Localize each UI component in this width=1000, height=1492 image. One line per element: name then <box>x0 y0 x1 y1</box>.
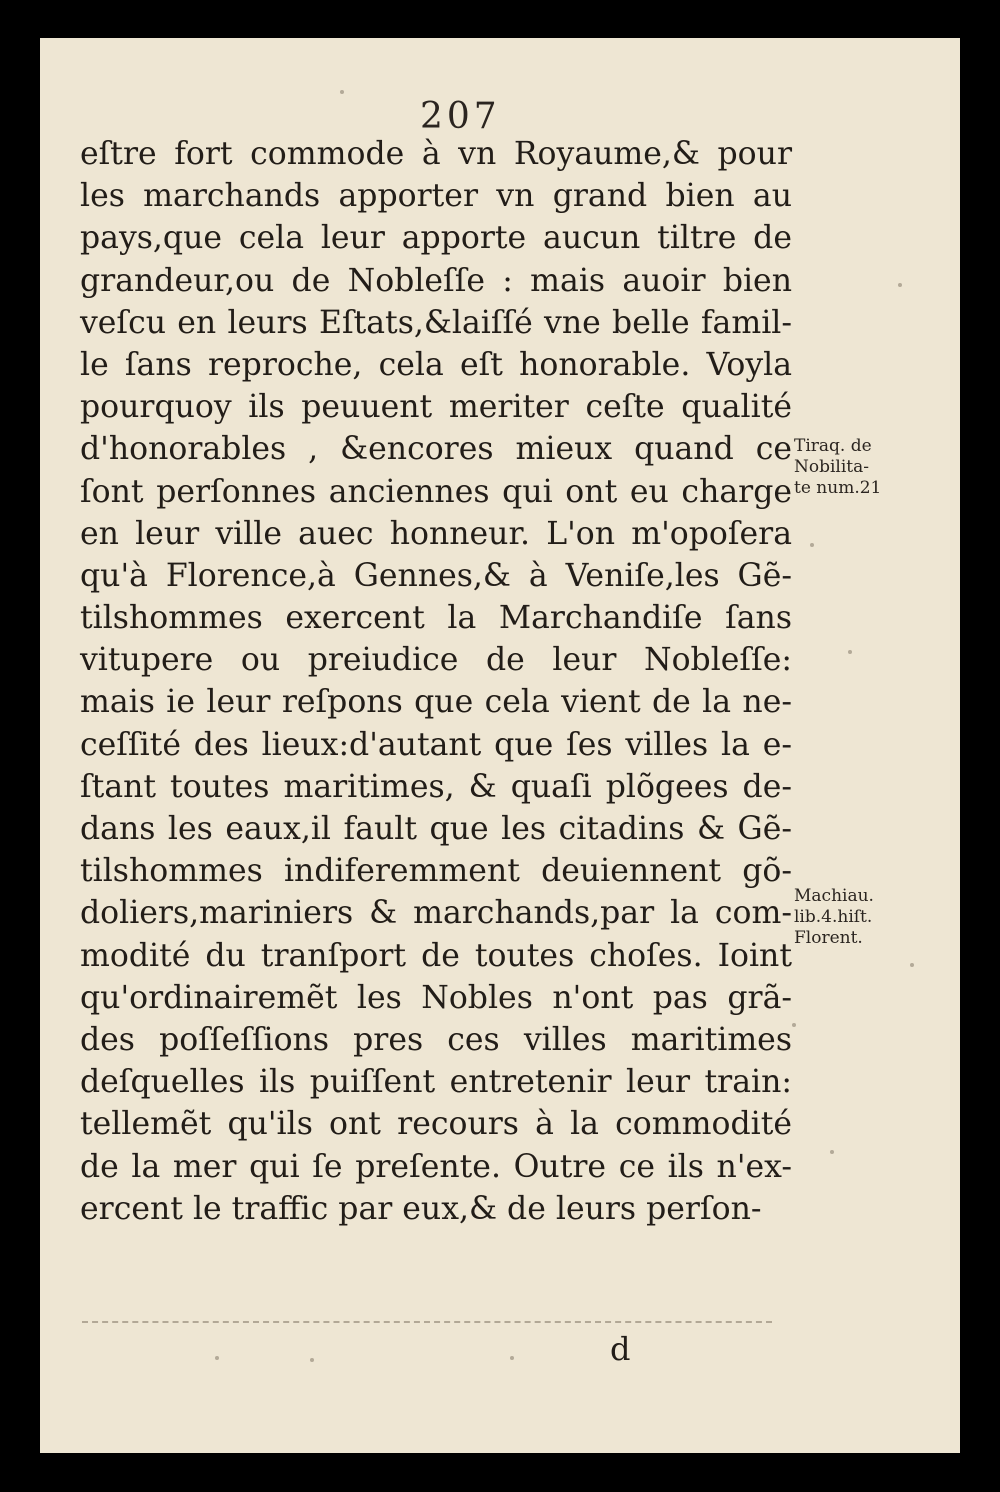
text-line: eſtre fort commode à vn Royaume,& pour <box>80 136 792 172</box>
marginal-note-line: te num.21 <box>794 478 882 498</box>
paper-speck <box>898 283 902 287</box>
marginal-note-line: lib.4.hiſt. <box>794 907 873 927</box>
paper-speck <box>810 543 814 547</box>
text-line: les marchands apporter vn grand bien au <box>80 178 792 215</box>
paper-speck <box>340 90 344 94</box>
text-line: dans les eaux,il fault que les citadins & Gẽ- <box>80 811 792 847</box>
text-line: vitupere ou preiudice de leur Nobleſſe: <box>80 642 792 679</box>
text-line: veſcu en leurs Eſtats,&laiſſé vne belle famil- <box>80 304 792 341</box>
text-line: doliers,mariniers & marchands,par la com- <box>80 895 792 932</box>
text-line: de la mer qui ſe preſente. Outre ce ils n'ex- <box>80 1148 792 1185</box>
marginal-note-line: Tiraq. de <box>794 436 872 456</box>
paper-speck <box>792 1023 796 1027</box>
page-number: 207 <box>420 96 501 137</box>
paper-speck <box>830 1150 834 1154</box>
text-line: modité du tranſport de toutes choſes. Ioint <box>80 937 792 974</box>
marginal-note-line: Florent. <box>794 928 863 948</box>
text-line: ercent le traffic par eux,& de leurs perſon- <box>80 1190 762 1227</box>
text-line: pourquoy ils peuuent meriter ceſte qualité <box>80 389 792 426</box>
signature-mark: d <box>610 1330 631 1368</box>
text-line: deſquelles ils puiſſent entretenir leur train: <box>80 1064 792 1101</box>
text-line: en leur ville auec honneur. L'on m'opoſera <box>80 515 792 552</box>
marginal-note-line: Nobilita- <box>794 457 870 477</box>
text-line: tilshommes indiferemment deuiennent gõ- <box>80 853 792 890</box>
text-line: qu'ordinairemẽt les Nobles n'ont pas grã- <box>80 979 792 1016</box>
text-line: grandeur,ou de Nobleſſe : mais auoir bien <box>80 262 792 299</box>
text-line: le ſans reproche, cela eſt honorable. Voyla <box>80 346 792 383</box>
paper-speck <box>215 1356 219 1360</box>
paper-speck <box>510 1356 514 1360</box>
text-line: qu'à Florence,à Gennes,& à Veniſe,les Gẽ- <box>80 557 792 594</box>
paper-speck <box>310 1358 314 1362</box>
text-line: tilshommes exercent la Marchandiſe ſans <box>80 600 792 637</box>
text-line: ſont perſonnes anciennes qui ont eu charge <box>80 473 792 510</box>
paper-speck <box>848 650 852 654</box>
footer-rule <box>82 1321 772 1323</box>
text-line: d'honorables , &encores mieux quand ce <box>80 431 792 468</box>
body-text <box>80 133 792 1230</box>
text-line: ſtant toutes maritimes, & quaſi plõgees de- <box>80 768 792 805</box>
marginal-note-line: Machiau. <box>794 886 874 906</box>
marginal-note-machiavel <box>794 886 914 949</box>
marginal-note-tiraqueau <box>794 436 914 499</box>
text-line: mais ie leur reſpons que cela vient de la ne- <box>80 684 792 721</box>
book-page <box>40 38 960 1453</box>
text-line: ceſſité des lieux:d'autant que ſes villes la e- <box>80 726 792 763</box>
text-line: tellemẽt qu'ils ont recours à la commodité <box>80 1106 792 1143</box>
paper-speck <box>910 963 914 967</box>
text-line: pays,que cela leur apporte aucun tiltre de <box>80 220 792 257</box>
text-line: des poſſeſſions pres ces villes maritimes <box>80 1021 792 1058</box>
